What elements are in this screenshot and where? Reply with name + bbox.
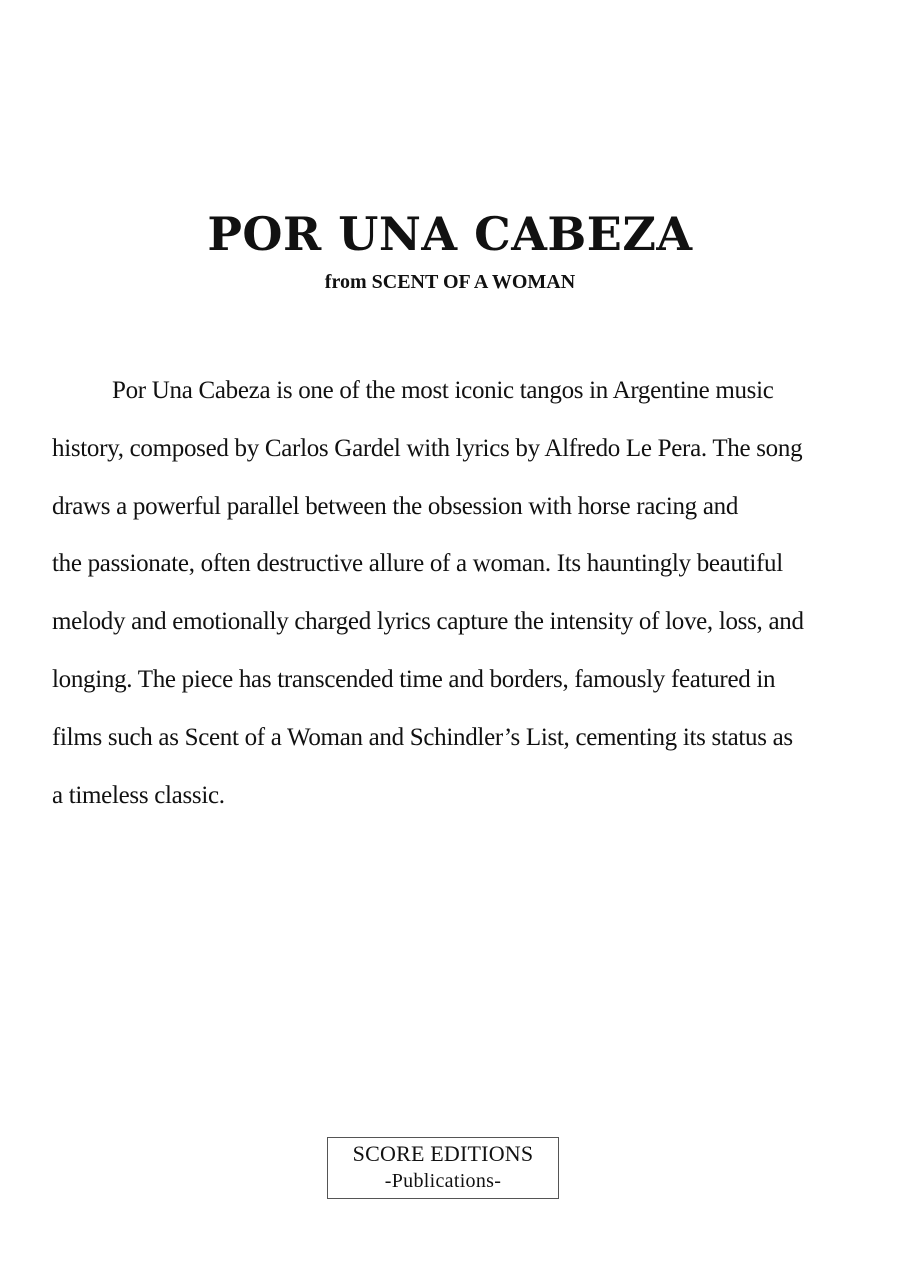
paragraph-line: Por Una Cabeza is one of the most iconic tangos in Argentine music (112, 377, 774, 404)
paragraph-line: history, composed by Carlos Gardel with lyrics by Alfredo Le Pera. The song (52, 434, 803, 462)
paragraph-line: longing. The piece has transcended time and borders, famously featured in (52, 665, 776, 693)
paragraph-line: the passionate, often destructive allure of a woman. Its hauntingly beautiful (52, 550, 783, 578)
paragraph-line: melody and emotionally charged lyrics capture the intensity of love, loss, and (52, 608, 804, 636)
publisher-tagline: -Publications- (384, 1170, 502, 1192)
page-title: POR UNA CABEZA (207, 207, 693, 261)
publisher-name: SCORE EDITIONS (352, 1141, 534, 1166)
description-paragraph (52, 362, 852, 824)
publisher-logo-box (327, 1137, 559, 1199)
subtitle-source: SCENT OF A WOMAN (371, 271, 576, 293)
subtitle-prefix: from (324, 271, 367, 293)
paragraph-line: a timeless classic. (52, 781, 225, 809)
paragraph-line: draws a powerful parallel between the obsession with horse racing and (52, 492, 739, 520)
subtitle (0, 268, 900, 296)
paragraph-line: films such as Scent of a Woman and Schindler’s List, cementing its status as (52, 723, 793, 751)
